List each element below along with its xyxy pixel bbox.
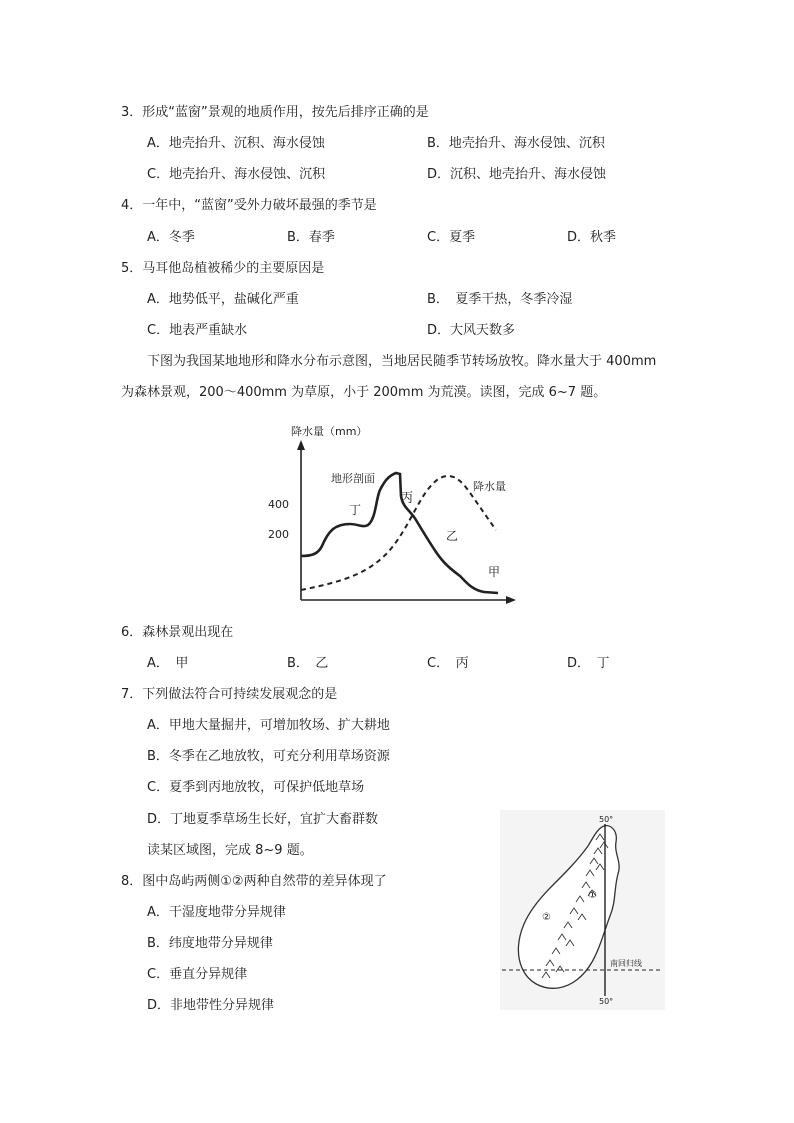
q7-option-c: C．夏季到丙地放牧，可保护低地草场 — [147, 780, 365, 795]
q6-option-c: C． 丙 — [427, 656, 469, 671]
intro-8-9: 读某区域图，完成 8~9 题。 — [147, 843, 313, 858]
q5-option-b: B． 夏季干热，冬季冷湿 — [427, 292, 573, 307]
q4-stem: 4．一年中，“蓝窗”受外力破坏最强的季节是 — [121, 198, 377, 213]
tick-400: 400 — [268, 498, 289, 511]
q6-option-b: B． 乙 — [287, 656, 329, 671]
q3-option-b: B．地壳抬升、海水侵蚀、沉积 — [427, 136, 605, 151]
meridian-bottom-label: 50° — [599, 997, 614, 1006]
q6-stem: 6．森林景观出现在 — [121, 625, 234, 640]
q6-option-d: D． 丁 — [567, 656, 610, 671]
q3-option-c: C．地壳抬升、海水侵蚀、沉积 — [147, 167, 326, 182]
q8-option-a: A．干湿度地带分异规律 — [147, 905, 286, 920]
q6-option-a: A． 甲 — [147, 656, 189, 671]
tropic-label: 南回归线 — [610, 959, 642, 968]
q5-option-c: C．地表严重缺水 — [147, 323, 248, 338]
q3-option-a: A．地壳抬升、沉积、海水侵蚀 — [147, 136, 325, 151]
point-jia: 甲 — [488, 565, 501, 579]
q7-option-b: B．冬季在乙地放牧，可充分利用草场资源 — [147, 749, 390, 764]
terrain-profile-label: 地形剖面 — [331, 472, 375, 485]
y-axis-arrow — [297, 440, 305, 450]
q3-stem: 3．形成“蓝窗”景观的地质作用，按先后排序正确的是 — [121, 105, 429, 120]
tick-200: 200 — [268, 528, 289, 541]
q8-stem: 8．图中岛屿两侧①②两种自然带的差异体现了 — [121, 874, 387, 889]
q4-option-a: A．冬季 — [147, 230, 195, 245]
q5-stem: 5．马耳他岛植被稀少的主要原因是 — [121, 261, 325, 276]
q4-option-c: C．夏季 — [427, 230, 476, 245]
point-yi: 乙 — [446, 529, 459, 543]
precipitation-label: 降水量 — [473, 480, 506, 493]
q4-option-b: B．春季 — [287, 230, 335, 245]
terrain-precipitation-diagram — [260, 418, 530, 608]
point-bing: 丙 — [400, 491, 414, 506]
x-axis-arrow — [506, 596, 516, 604]
q8-option-d: D．非地带性分异规律 — [147, 998, 275, 1013]
q4-option-d: D．秋季 — [567, 230, 617, 245]
intro-6-7-line2: 为森林景观，200～400mm 为草原，小于 200mm 为荒漠。读图，完成 6~7 题。 — [121, 385, 607, 400]
intro-6-7-line1: 下图为我国某地地形和降水分布示意图，当地居民随季节转场放牧。降水量大于 400mm — [147, 354, 657, 369]
point-ding: 丁 — [349, 503, 362, 517]
island-region-map — [500, 810, 665, 1010]
q3-option-d: D．沉积、地壳抬升、海水侵蚀 — [427, 167, 607, 182]
marker-2: ② — [542, 912, 551, 923]
marker-1: ① — [588, 890, 597, 901]
meridian-top-label: 50° — [599, 815, 614, 824]
q7-stem: 7．下列做法符合可持续发展观念的是 — [121, 687, 338, 702]
q5-option-d: D．大风天数多 — [427, 323, 516, 338]
q8-option-c: C．垂直分异规律 — [147, 967, 248, 982]
q7-option-d: D．丁地夏季草场生长好，宜扩大畜群数 — [147, 812, 379, 827]
q5-option-a: A．地势低平，盐碱化严重 — [147, 292, 299, 307]
y-axis-label: 降水量（mm） — [291, 425, 368, 438]
q8-option-b: B．纬度地带分异规律 — [147, 936, 273, 951]
q7-option-a: A．甲地大量掘井，可增加牧场、扩大耕地 — [147, 718, 390, 733]
